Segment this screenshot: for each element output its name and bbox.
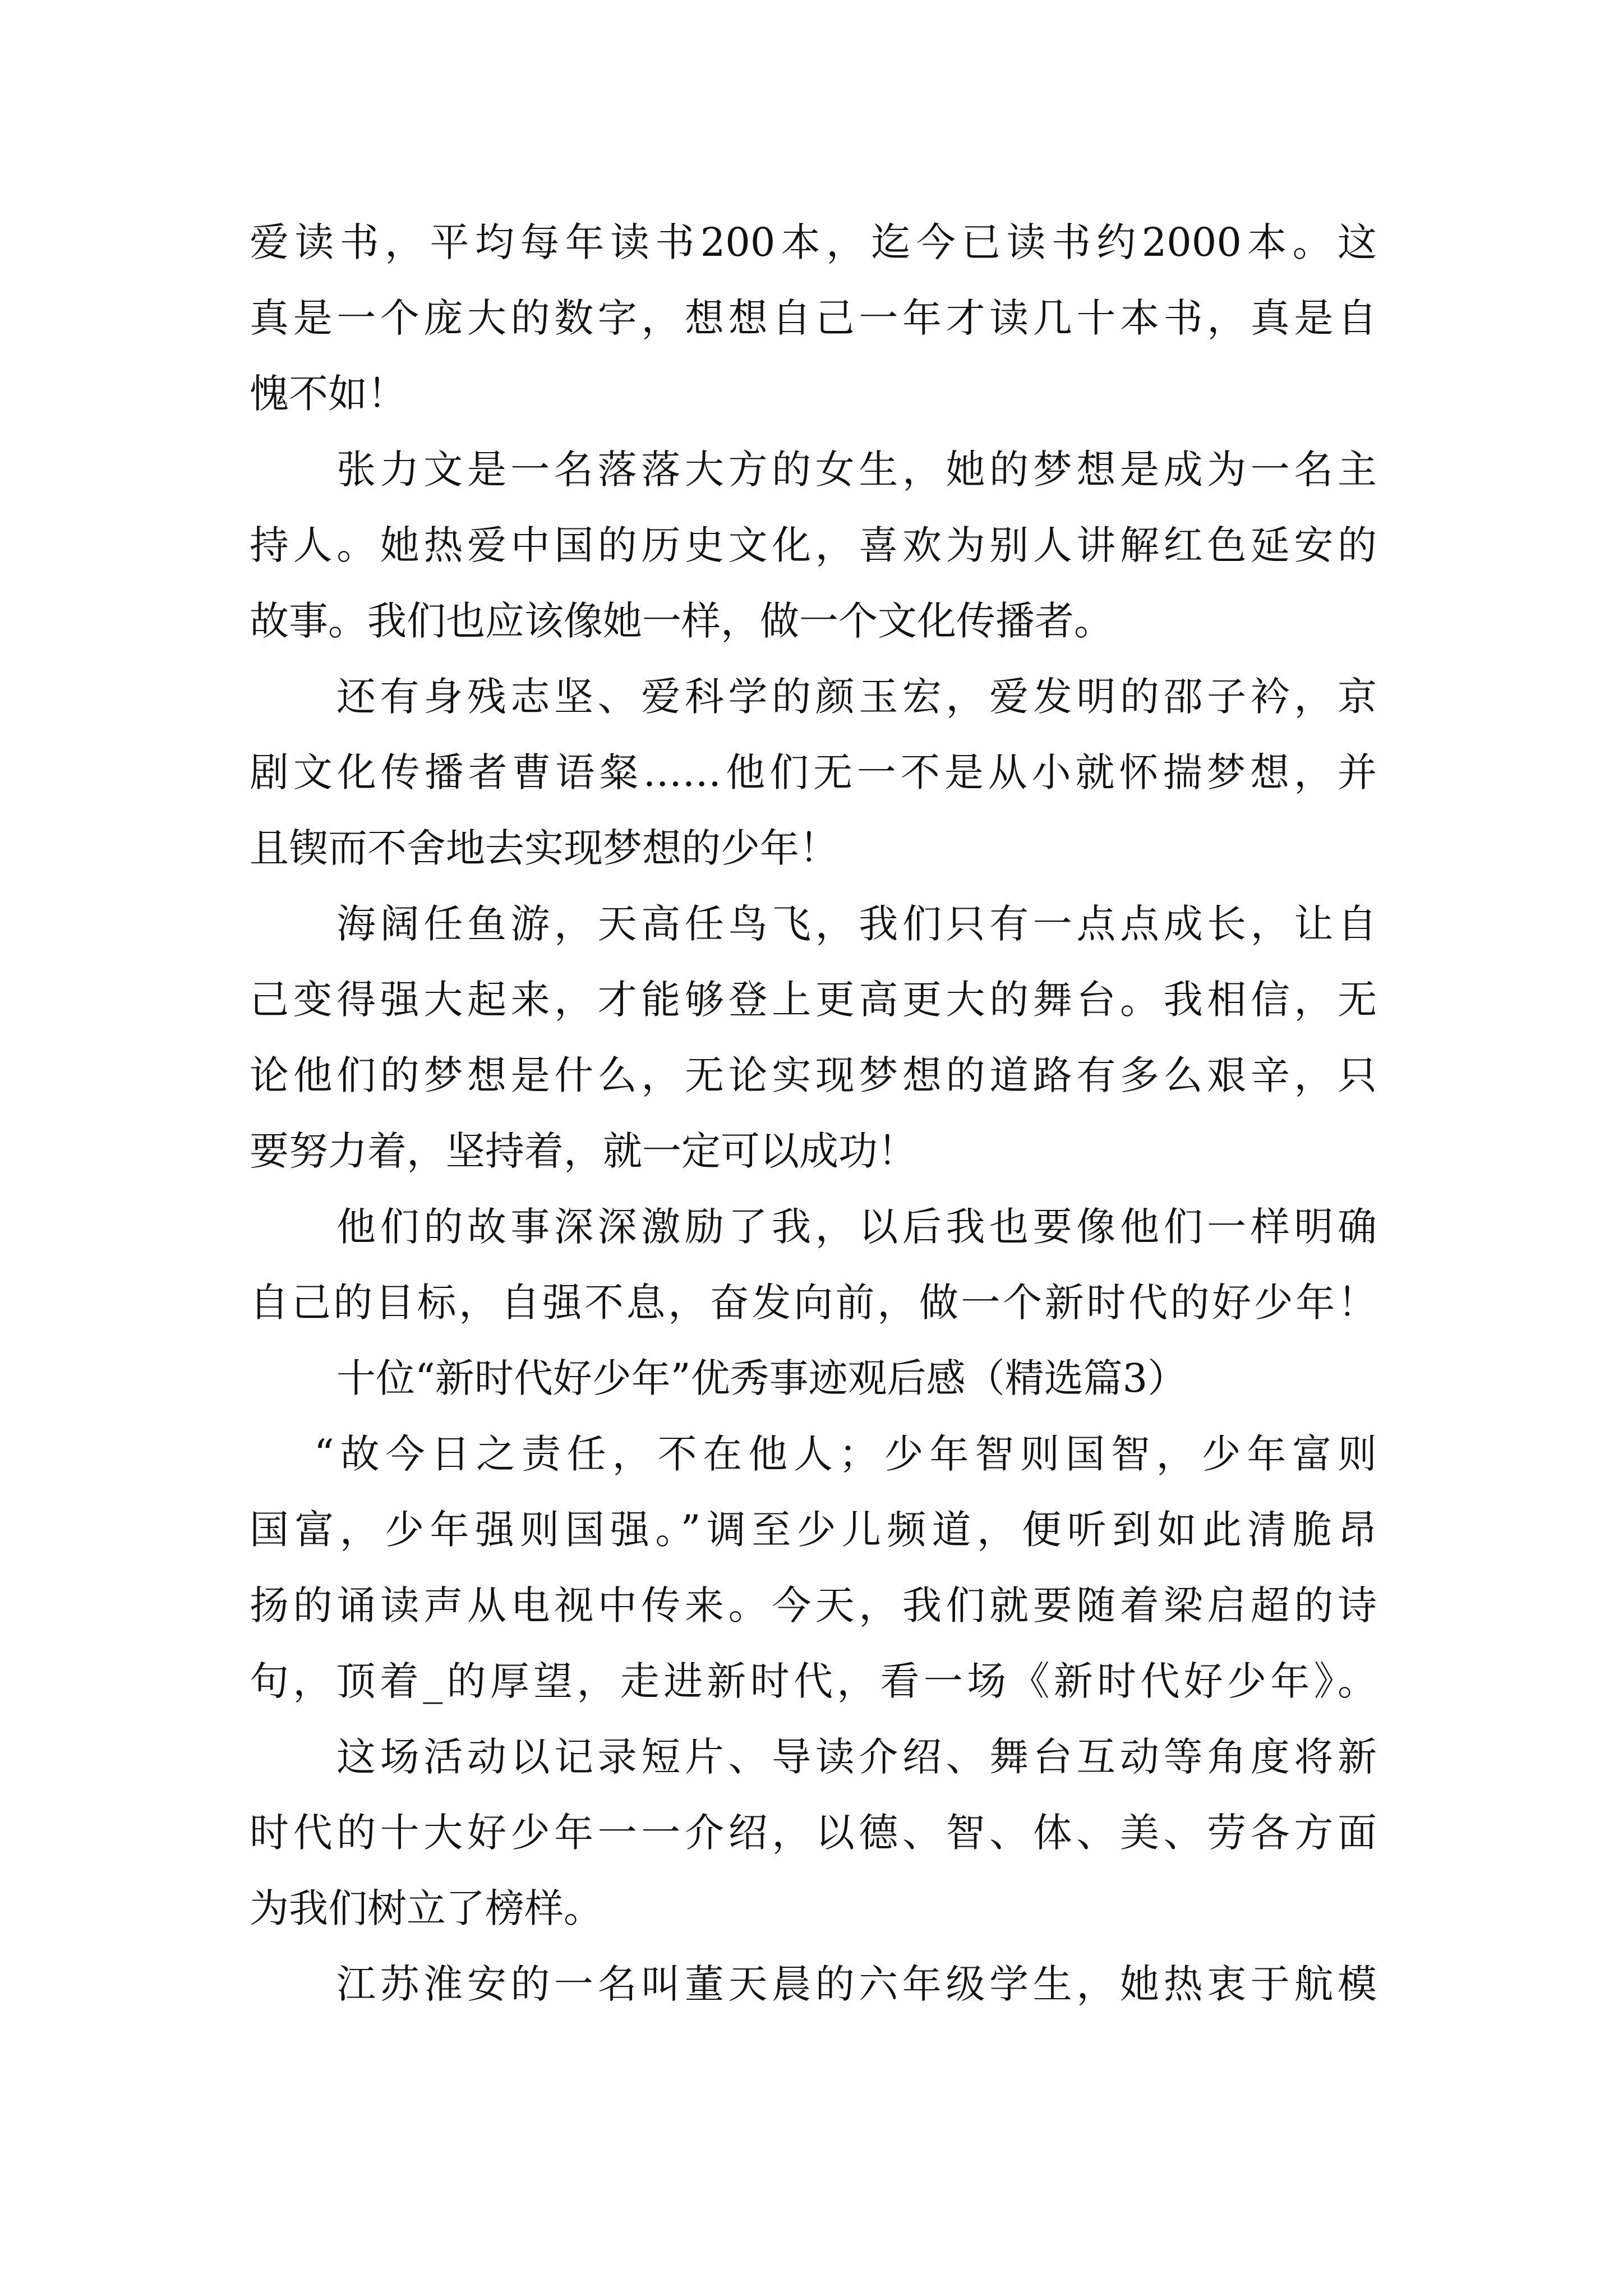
section-heading: 十位“新时代好少年”优秀事迹观后感（精选篇3）: [336, 1355, 1187, 1401]
paragraph-start-line: 他们的故事深深激励了我，以后我也要像他们一样明确: [336, 1204, 1377, 1250]
paragraph-start-line: 还有身残志坚、爱科学的颜玉宏，爱发明的邵子衿，京: [336, 674, 1377, 720]
text-line: 论他们的梦想是什么，无论实现梦想的道路有多么艰辛，只: [250, 1052, 1377, 1098]
text-line: 故事。我们也应该像她一样，做一个文化传播者。: [250, 598, 1113, 644]
paragraph-start-line: 江苏淮安的一名叫董天晨的六年级学生，她热衷于航模: [336, 1961, 1377, 2007]
paragraph-start-line: 这场活动以记录短片、导读介绍、舞台互动等角度将新: [336, 1734, 1377, 1780]
text-line: 自己的目标，自强不息，奋发向前，做一个新时代的好少年！: [250, 1280, 1377, 1326]
paragraph-start-line: 张力文是一名落落大方的女生，她的梦想是成为一名主: [336, 447, 1377, 493]
text-line: 剧文化传播者曹语粲……他们无一不是从小就怀揣梦想，并: [250, 749, 1377, 795]
text-line: 持人。她热爱中国的历史文化，喜欢为别人讲解红色延安的: [250, 522, 1377, 568]
text-line: 要努力着，坚持着，就一定可以成功！: [250, 1128, 917, 1174]
text-line: 且锲而不舍地去实现梦想的少年！: [250, 825, 838, 871]
paragraph-start-line: 海阔任鱼游，天高任鸟飞，我们只有一点点成长，让自: [336, 901, 1377, 947]
text-line: 真是一个庞大的数字，想想自己一年才读几十本书，真是自: [250, 295, 1377, 341]
text-line: 为我们树立了榜样。: [250, 1885, 603, 1931]
paragraph-start-line: “故今日之责任，不在他人；少年智则国智，少年富则: [314, 1431, 1377, 1477]
text-line: 愧不如！: [250, 371, 407, 417]
text-line: 时代的十大好少年一一介绍，以德、智、体、美、劳各方面: [250, 1810, 1377, 1856]
text-line: 句，顶着_的厚望，走进新时代，看一场《新时代好少年》。: [250, 1658, 1377, 1704]
text-line: 国富，少年强则国强。”调至少儿频道，便听到如此清脆昂: [250, 1507, 1377, 1553]
text-line: 爱读书，平均每年读书200本，迄今已读书约2000本。这: [250, 219, 1377, 265]
text-line: 扬的诵读声从电视中传来。今天，我们就要随着梁启超的诗: [250, 1582, 1377, 1628]
text-line: 己变得强大起来，才能够登上更高更大的舞台。我相信，无: [250, 977, 1377, 1023]
